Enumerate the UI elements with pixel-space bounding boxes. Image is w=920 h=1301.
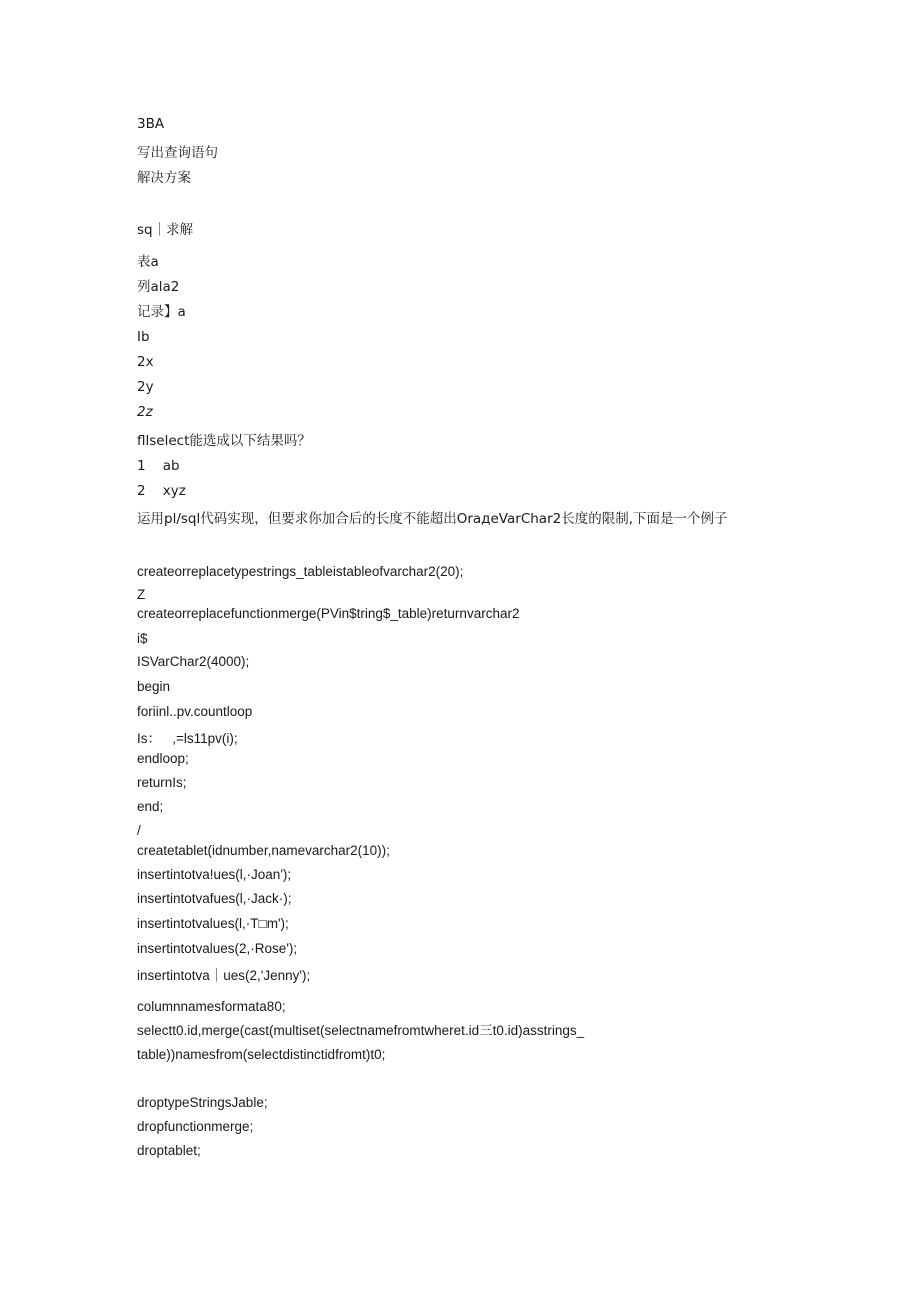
code-line-insert-4: insertintotvalues(2,·Rose'); [137, 941, 298, 956]
code-line-return: returnIs; [137, 775, 187, 790]
code-line-insert-5: insertintotva｜ues(2,'Jenny'); [137, 968, 311, 983]
doc-line-select-question: fllselect能选成以下结果吗？ [137, 433, 311, 449]
doc-line-solution-heading: 解决方案 [137, 170, 191, 186]
code-line-endloop: endloop; [137, 751, 189, 766]
doc-line-columns: 列ala2 [137, 279, 180, 295]
code-line-select-cont: table))namesfrom(selectdistinctidfromt)t0; [137, 1047, 386, 1062]
code-line-create-function: createorreplacefunctionmerge(PVin$tring$_table)returnvarchar2 [137, 606, 520, 621]
doc-line-table: 表a [137, 254, 159, 270]
code-line-column-format: columnnamesformata80; [137, 999, 286, 1014]
doc-line-question: 写出查询语句 [137, 145, 218, 161]
code-line-create-type: createorreplacetypestrings_tableistableofvarchar2(20); [137, 564, 464, 579]
code-line-declare: ISVarChar2(4000); [137, 654, 250, 669]
code-line-insert-3: insertintotvalues(l,·T□m'); [137, 916, 289, 931]
code-line-drop-type: droptypeStringsJable; [137, 1095, 268, 1110]
doc-line-record-1: Ib [137, 329, 150, 345]
code-line-slash: / [137, 823, 141, 838]
code-line-insert-2: insertintotvafues(l,·Jack·); [137, 891, 292, 906]
code-line-for-loop: foriinl..pv.countloop [137, 704, 253, 719]
doc-line-record-4: 2z [137, 404, 153, 420]
code-line-z: Z [137, 587, 146, 602]
code-line-drop-function: dropfunctionmerge; [137, 1119, 254, 1134]
doc-line-sql-heading: sq｜求解 [137, 222, 194, 238]
code-line-begin: begin [137, 679, 171, 694]
code-line-drop-table: droptablet; [137, 1143, 201, 1158]
doc-line-record-3: 2y [137, 379, 154, 395]
code-line-is: i$ [137, 631, 148, 646]
doc-line-result-2: 2 xyz [137, 483, 186, 499]
doc-line-result-1: 1 ab [137, 458, 180, 474]
code-line-assign: Is： ,=ls11pv(i); [137, 731, 238, 746]
code-line-end: end; [137, 799, 164, 814]
code-line-select: selectt0.id,merge(cast(multiset(selectnamefromtwheret.id三t0.id)asstrings_ [137, 1023, 585, 1038]
code-line-insert-1: insertintotva!ues(l,·Joan'); [137, 867, 292, 882]
doc-paragraph-plsql: 运用pl/sql代码实现，但要求你加合后的长度不能超出OraдeVarChar2长度的限制,下面是一个例子 [137, 511, 728, 527]
code-line-create-table: createtablet(idnumber,namevarchar2(10)); [137, 843, 390, 858]
doc-line-title: 3BA [137, 116, 165, 132]
doc-line-record-2: 2x [137, 354, 154, 370]
doc-line-records: 记录】a [137, 304, 186, 320]
